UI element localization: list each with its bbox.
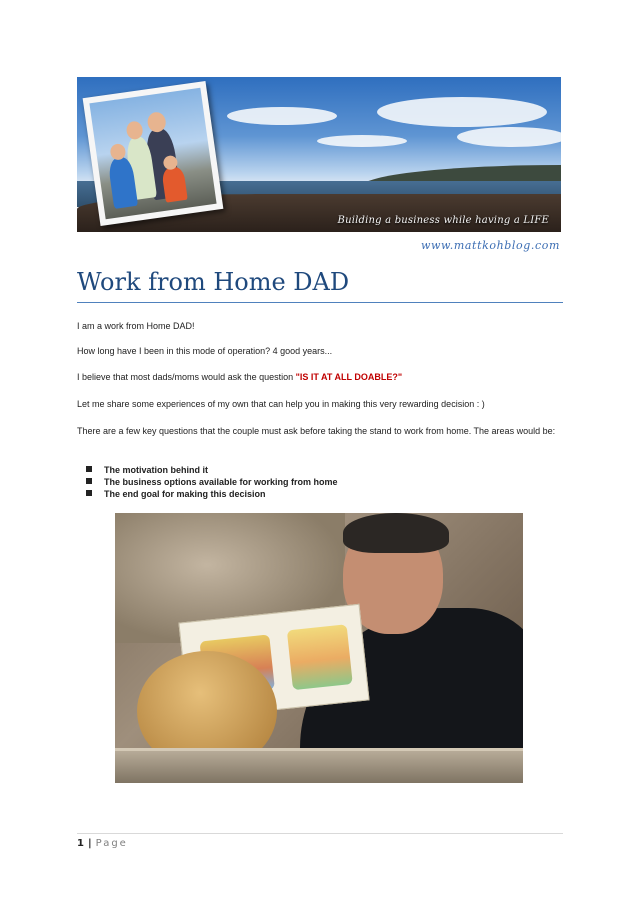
family-photo bbox=[83, 81, 224, 226]
person-child bbox=[161, 166, 188, 203]
page-title: Work from Home DAD bbox=[77, 268, 350, 296]
banner-tagline: Building a business while having a LIFE bbox=[337, 215, 549, 226]
father-hair bbox=[343, 513, 449, 553]
father-reading-photo bbox=[115, 513, 523, 783]
page-label: Page bbox=[95, 838, 128, 849]
question-highlight: "IS IT AT ALL DOABLE?" bbox=[295, 372, 403, 382]
header-banner bbox=[77, 77, 561, 232]
list-item-text: The end goal for making this decision bbox=[104, 489, 266, 499]
family-photo-image bbox=[89, 88, 216, 219]
footer-separator: | bbox=[87, 838, 92, 849]
paragraph-experiences: Let me share some experiences of my own that can help you in making this very rewarding decision : ) bbox=[77, 399, 485, 409]
question-lead-text: I believe that most dads/moms would ask the question bbox=[77, 372, 296, 382]
title-underline bbox=[77, 302, 563, 303]
page-footer bbox=[77, 838, 128, 849]
paragraph-key-questions: There are a few key questions that the couple must ask before taking the stand to work from home. The areas would be: bbox=[77, 426, 556, 436]
square-bullet-icon bbox=[86, 478, 92, 484]
list-item bbox=[77, 488, 338, 500]
site-url-link[interactable]: www.mattkohblog.com bbox=[421, 239, 560, 252]
key-areas-list bbox=[77, 464, 338, 500]
bench bbox=[115, 748, 523, 783]
footer-divider bbox=[77, 833, 563, 834]
cloud bbox=[377, 97, 547, 127]
cloud bbox=[457, 127, 561, 147]
paragraph-duration: How long have I been in this mode of operation? 4 good years... bbox=[77, 346, 333, 356]
cloud bbox=[317, 135, 407, 147]
list-item-text: The business options available for working from home bbox=[104, 477, 338, 487]
paragraph-question bbox=[77, 371, 562, 383]
square-bullet-icon bbox=[86, 466, 92, 472]
list-item-text: The motivation behind it bbox=[104, 465, 208, 475]
list-item bbox=[77, 476, 338, 488]
book-illustration bbox=[287, 624, 353, 690]
paragraph-intro: I am a work from Home DAD! bbox=[77, 321, 195, 331]
square-bullet-icon bbox=[86, 490, 92, 496]
page-number: 1 bbox=[77, 838, 84, 849]
cloud bbox=[227, 107, 337, 125]
list-item bbox=[77, 464, 338, 476]
